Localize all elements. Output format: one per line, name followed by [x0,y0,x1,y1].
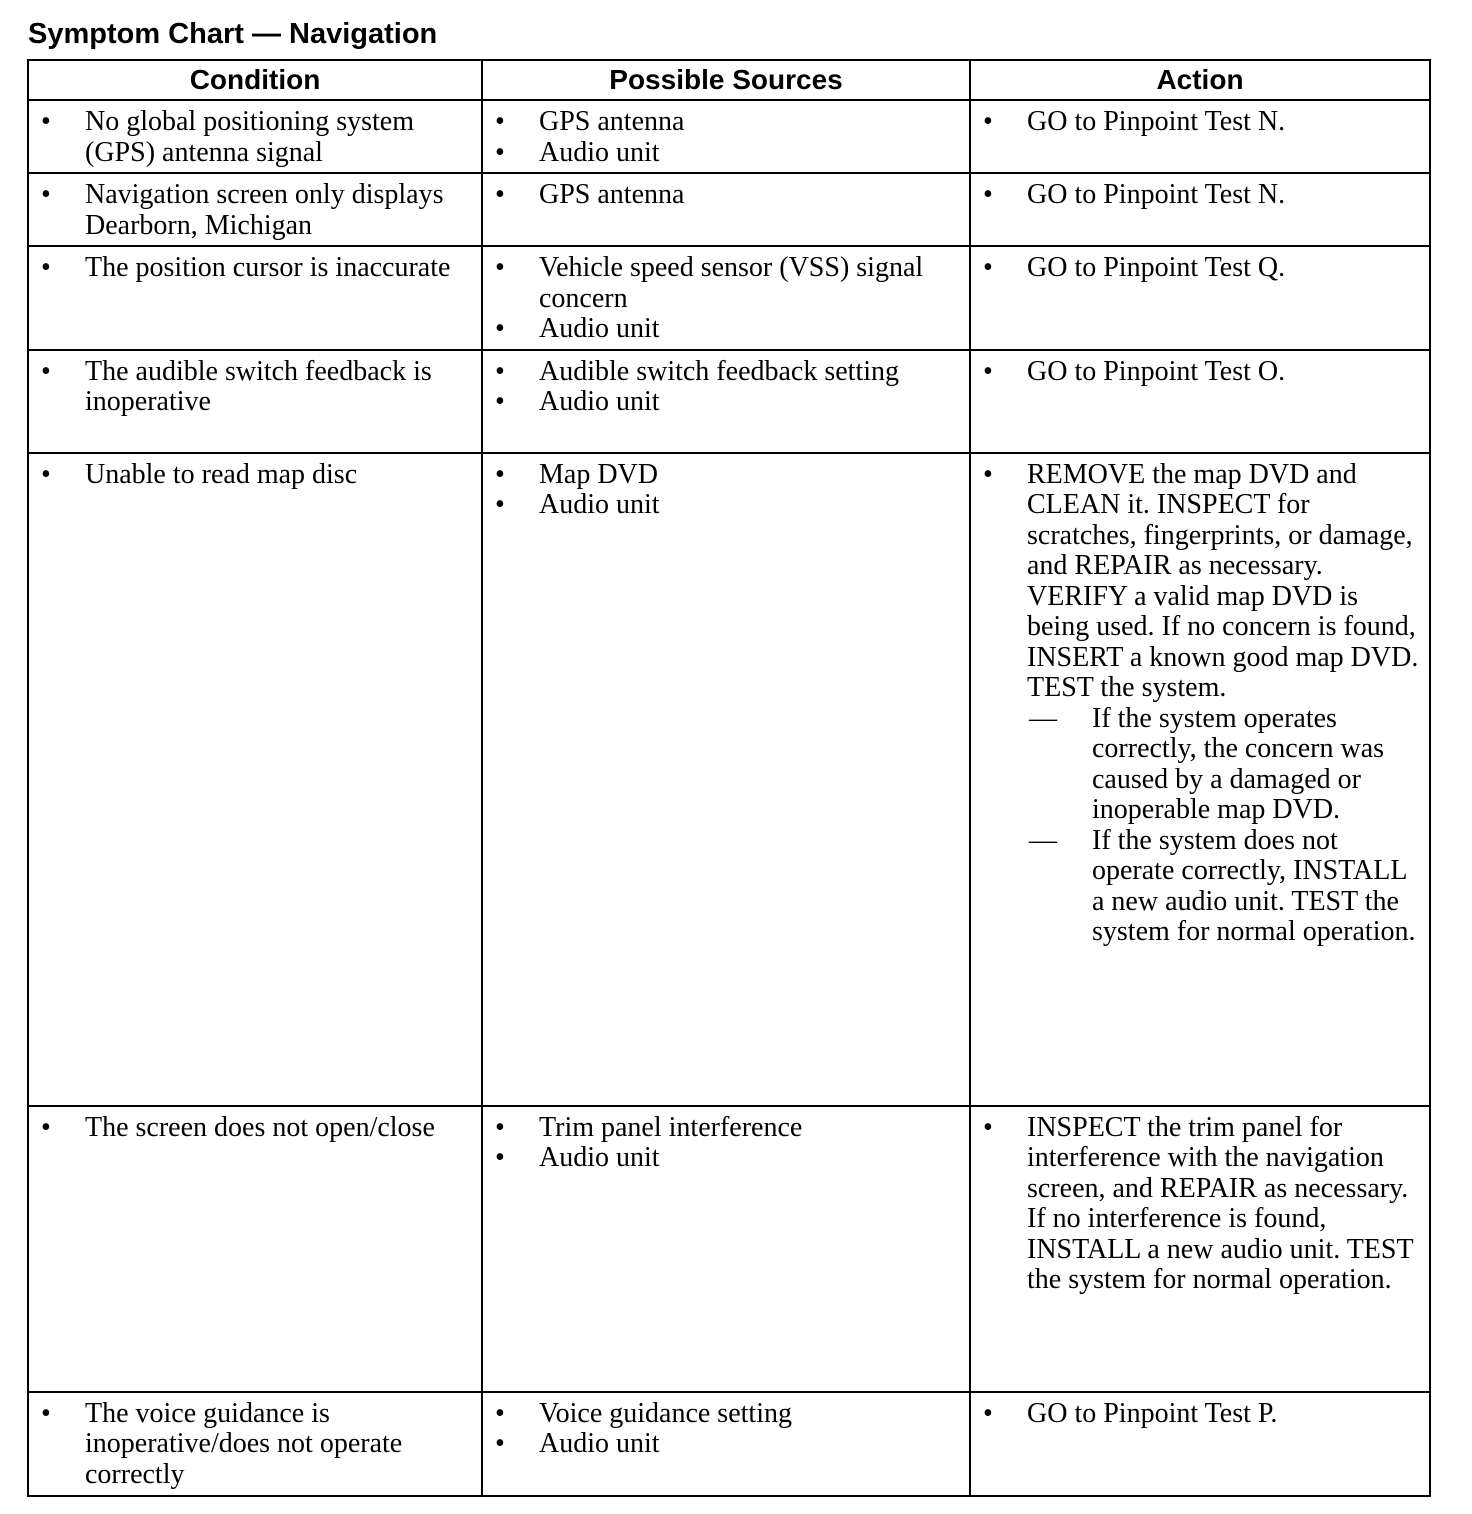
source-item: • Trim panel interference [539,1113,961,1144]
header-row [28,60,1430,100]
source-item: • GPS antenna [539,180,961,211]
action-cell [970,453,1430,1106]
action-subitem: — If the system operates correctly, the concern was caused by a damaged or inoperable map DVD. [1092,704,1421,826]
condition-item: • The screen does not open/close [85,1113,473,1144]
condition-item: • No global positioning system (GPS) antenna signal [85,107,473,168]
action-item: • INSPECT the trim panel for interference with the navigation screen, and REPAIR as necessary. If no interference is found, INSTALL a new audio unit. TEST the system for normal operation. [1027,1113,1421,1296]
action-item [1027,460,1421,948]
action-cell [970,173,1430,246]
table-row [28,246,1430,350]
action-subitem: — If the system does not operate correctly, INSTALL a new audio unit. TEST the system for normal operation. [1092,826,1421,948]
condition-cell [28,453,482,1106]
header-possible-sources: Possible Sources [482,60,970,100]
sources-cell [482,453,970,1106]
action-item: • GO to Pinpoint Test N. [1027,180,1421,211]
source-item: • Audio unit [539,387,961,418]
sources-cell [482,1392,970,1496]
condition-cell [28,1392,482,1496]
condition-cell [28,1106,482,1392]
table-row [28,173,1430,246]
source-item: • Audio unit [539,138,961,169]
condition-item: • Navigation screen only displays Dearborn, Michigan [85,180,473,241]
action-item: • GO to Pinpoint Test N. [1027,107,1421,138]
action-cell [970,350,1430,453]
action-text: REMOVE the map DVD and CLEAN it. INSPECT for scratches, fingerprints, or damage, and REPAIR as necessary. VERIFY a valid map DVD is being used. If no concern is found, INSERT a known good map DVD. TEST the system. [1027,458,1419,703]
action-cell [970,246,1430,350]
sources-cell [482,1106,970,1392]
source-item: • Audible switch feedback setting [539,357,961,388]
source-item: • GPS antenna [539,107,961,138]
action-item: • GO to Pinpoint Test O. [1027,357,1421,388]
table-row [28,350,1430,453]
sources-cell [482,100,970,173]
sources-cell [482,173,970,246]
condition-cell [28,100,482,173]
source-item: • Audio unit [539,1429,961,1460]
symptom-chart-table [27,59,1431,1497]
action-cell [970,1392,1430,1496]
action-cell [970,1106,1430,1392]
table-row [28,100,1430,173]
source-item: • Audio unit [539,1143,961,1174]
sources-cell [482,350,970,453]
table-row [28,453,1430,1106]
condition-item: • The audible switch feedback is inoperative [85,357,473,418]
condition-item: • Unable to read map disc [85,460,473,491]
chart-title: Symptom Chart — Navigation [28,18,438,50]
source-item: • Vehicle speed sensor (VSS) signal concern [539,253,961,314]
header-action: Action [970,60,1430,100]
table-row [28,1392,1430,1496]
source-item: • Audio unit [539,490,961,521]
source-item: • Map DVD [539,460,961,491]
action-cell [970,100,1430,173]
source-item: • Audio unit [539,314,961,345]
table-row [28,1106,1430,1392]
source-item: • Voice guidance setting [539,1399,961,1430]
action-item: • GO to Pinpoint Test P. [1027,1399,1421,1430]
sources-cell [482,246,970,350]
condition-cell [28,350,482,453]
condition-cell [28,246,482,350]
condition-item: • The voice guidance is inoperative/does not operate correctly [85,1399,473,1491]
condition-item: • The position cursor is inaccurate [85,253,473,284]
condition-cell [28,173,482,246]
header-condition: Condition [28,60,482,100]
action-item: • GO to Pinpoint Test Q. [1027,253,1421,284]
